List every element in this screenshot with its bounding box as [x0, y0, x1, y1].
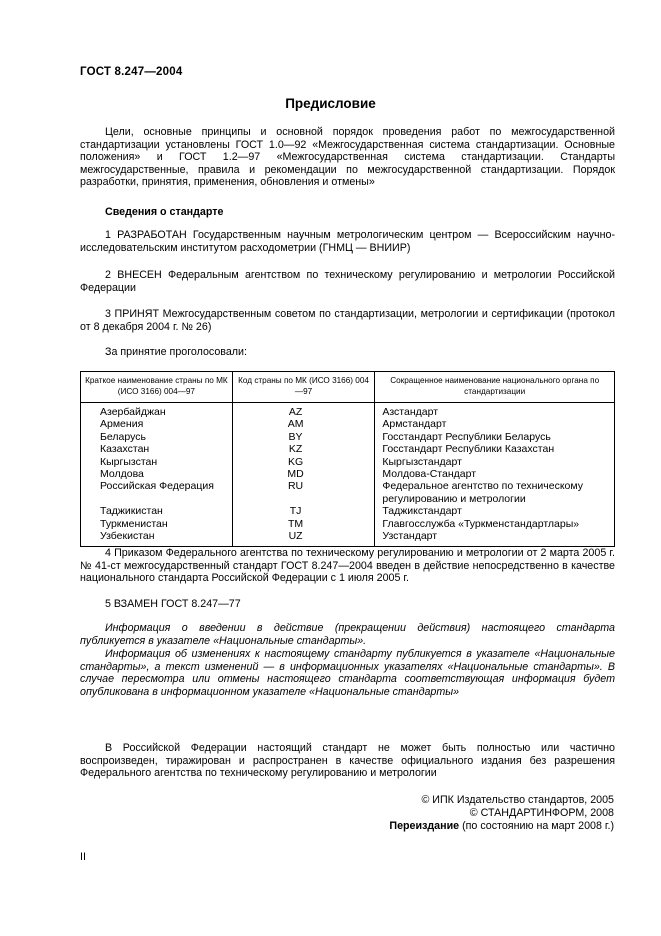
code-cell: RU [232, 480, 375, 505]
reissue-label: Переиздание [389, 820, 460, 832]
body-cell: Госстандарт Республики Казахстан [375, 443, 615, 455]
code-cell: AZ [232, 403, 375, 419]
header-code: Код страны по МК (ИСО 3166) 004—97 [232, 372, 375, 403]
code-cell: MD [232, 468, 375, 480]
country-cell: Узбекистан [81, 530, 233, 547]
table-row [81, 456, 615, 468]
notice-enactment: Информация о введении в действие (прекращении действия) настоящего стандарта публикуется в указателе «Национальные стандарты». [80, 622, 615, 647]
header-body: Сокращенное наименование национального органа по стандартизации [375, 372, 615, 403]
country-cell: Молдова [81, 468, 233, 480]
body-cell: Армстандарт [375, 418, 615, 430]
voted-label: За принятие проголосовали: [105, 346, 247, 358]
table-header-row [81, 372, 615, 403]
country-cell: Туркменистан [81, 518, 233, 530]
page-number: II [80, 851, 86, 863]
page-title: Предисловие [285, 96, 376, 111]
table-row [81, 480, 615, 505]
item-enacted: 4 Приказом Федерального агентства по техническому регулированию и метрологии от 2 марта 2005 г. № 41-ст межгосударственный стандарт ГОСТ 8.247—2004 введен в действие непосредственно в качестве национального стандарта Российской Федерации с 1 июля 2005 г. [80, 547, 615, 585]
body-cell: Молдова-Стандарт [375, 468, 615, 480]
body-cell: Госстандарт Республики Беларусь [375, 431, 615, 443]
notice-changes: Информация об изменениях к настоящему стандарту публикуется в указателе «Национальные стандарты», а текст изменений — в информационных указателях «Национальные стандарты». В случае пересмотра или отмены настоящего стандарта соответствующая информация будет опубликована в информационном указателе «Национальные стандарты» [80, 648, 615, 698]
code-cell: AM [232, 418, 375, 430]
code-cell: UZ [232, 530, 375, 547]
item-developed: 1 РАЗРАБОТАН Государственным научным метрологическим центром — Всероссийским научно-исследовательским институтом расходометрии (ГНМЦ — ВНИИР) [80, 229, 615, 254]
body-cell: Федеральное агентство по техническому регулированию и метрологии [375, 480, 615, 505]
code-cell: BY [232, 431, 375, 443]
table-row [81, 518, 615, 530]
country-cell: Азербайджан [81, 403, 233, 419]
standard-code: ГОСТ 8.247—2004 [80, 66, 183, 78]
info-heading: Сведения о стандарте [105, 206, 224, 218]
table-row [81, 530, 615, 547]
table-row [81, 403, 615, 419]
country-cell: Беларусь [81, 431, 233, 443]
code-cell: TJ [232, 505, 375, 517]
body-cell: Главгосслужба «Туркменстандартлары» [375, 518, 615, 530]
header-country: Краткое наименование страны по МК (ИСО 3166) 004—97 [81, 372, 233, 403]
body-cell: Кыргызстандарт [375, 456, 615, 468]
body-cell: Азстандарт [375, 403, 615, 419]
code-cell: TM [232, 518, 375, 530]
country-cell: Таджикистан [81, 505, 233, 517]
country-cell: Кыргызстан [81, 456, 233, 468]
code-cell: KZ [232, 443, 375, 455]
country-cell: Российская Федерация [81, 480, 233, 505]
body-cell: Таджикстандарт [375, 505, 615, 517]
country-cell: Казахстан [81, 443, 233, 455]
voting-table [80, 371, 615, 547]
table-row [81, 418, 615, 430]
item-submitted: 2 ВНЕСЕН Федеральным агентством по техническому регулированию и метрологии Российской Федерации [80, 269, 615, 294]
code-cell: KG [232, 456, 375, 468]
copyright-standartinform: © СТАНДАРТИНФОРМ, 2008 [469, 807, 614, 819]
body-cell: Узстандарт [375, 530, 615, 547]
table-row [81, 468, 615, 480]
reissue-line [389, 820, 614, 833]
country-cell: Армения [81, 418, 233, 430]
table-row [81, 431, 615, 443]
copyright-publisher: © ИПК Издательство стандартов, 2005 [421, 794, 614, 806]
intro-paragraph: Цели, основные принципы и основной порядок проведения работ по межгосударственной стандартизации установлены ГОСТ 1.0—92 «Межгосударственная система стандартизации. Основные положения» и ГОСТ 1.2—97 «Межгосударственная система стандартизации. Стандарты межгосударственные, правила и рекомендации по межгосударственной стандартизации. Порядок разработки, принятия, применения, обновления и отмены» [80, 126, 615, 189]
item-replaces: 5 ВЗАМЕН ГОСТ 8.247—77 [105, 598, 241, 610]
table-row [81, 443, 615, 455]
item-adopted: 3 ПРИНЯТ Межгосударственным советом по стандартизации, метрологии и сертификации (протокол от 8 декабря 2004 г. № 26) [80, 308, 615, 333]
table-row [81, 505, 615, 517]
reissue-note: (по состоянию на март 2008 г.) [462, 820, 614, 832]
rights-paragraph: В Российской Федерации настоящий стандарт не может быть полностью или частично воспроизведен, тиражирован и распространен в качестве официального издания без разрешения Федерального агентства по техническому регулированию и метрологии [80, 742, 615, 780]
